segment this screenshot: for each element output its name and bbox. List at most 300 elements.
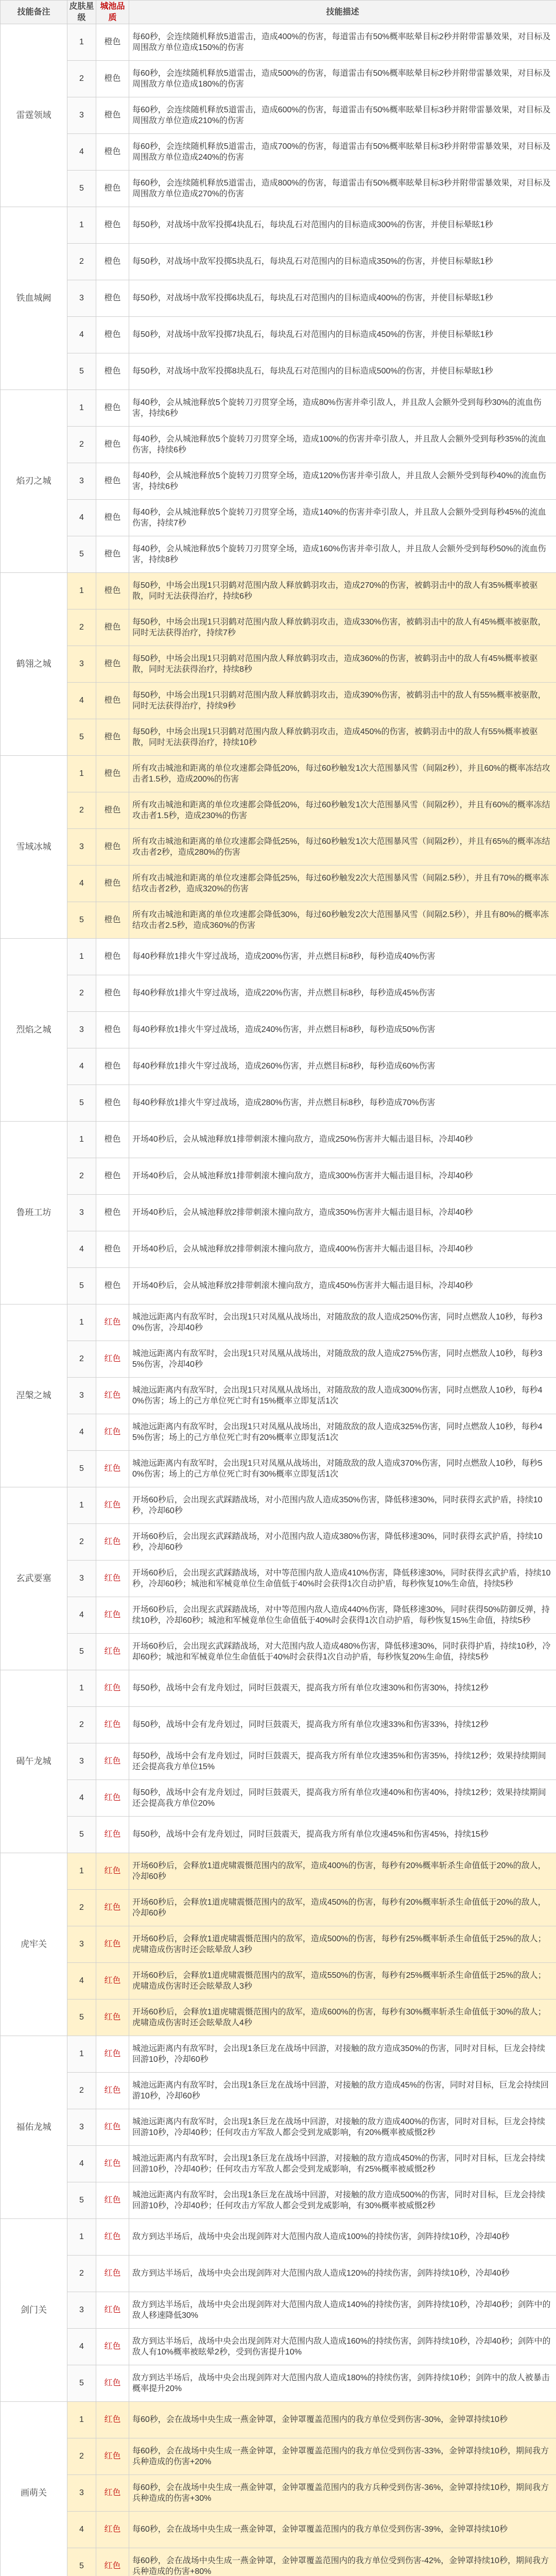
city-name-cell: 雷霆领域 [1, 24, 67, 207]
quality-cell: 橙色 [96, 939, 129, 975]
header-row [1, 1, 556, 24]
skill-description-cell: 每40秒，会从城池释放5个旋转刀刃贯穿全场，造成160%伤害并牵引敌人，并且敌人会额外受到每秒50%的流血伤害，持续8秒 [129, 536, 556, 573]
skill-description-cell: 开场60秒后，会释放1道虎啸震慑范围内的敌军，造成400%的伤害，每秒有20%概率斩杀生命值低于20%的敌人，冷却60秒 [129, 1853, 556, 1890]
star-level-cell: 2 [67, 244, 96, 280]
header-skin-star: 皮肤星级 [67, 1, 96, 24]
table-row [1, 1817, 556, 1853]
quality-cell: 红色 [96, 1378, 129, 1414]
table-row [1, 1195, 556, 1231]
table-row [1, 1341, 556, 1378]
skill-description-cell: 开场60秒后，会释放1道虎啸震慑范围内的敌军，造成500%的伤害，每秒有25%概率斩杀生命值低于25%的敌人；虎啸造成伤害时还会眩晕敌人3秒 [129, 1926, 556, 1963]
skill-description-cell: 所有攻击城池和距离的单位攻速都会降低25%，每过60秒触发2次大范围暴风雪（间隔2.5秒），并且有70%的概率冻结攻击者2秒，造成320%的伤害 [129, 866, 556, 902]
quality-cell: 橙色 [96, 1085, 129, 1122]
city-name-cell: 鹤翎之城 [1, 573, 67, 756]
star-level-cell: 1 [67, 2036, 96, 2073]
quality-cell: 橙色 [96, 353, 129, 390]
quality-cell: 红色 [96, 2475, 129, 2512]
star-level-cell: 3 [67, 280, 96, 317]
skill-description-cell: 每40秒释放1排火牛穿过战场，造成260%伤害，并点燃目标8秒，每秒造成60%伤害 [129, 1048, 556, 1085]
table-row [1, 1926, 556, 1963]
skill-description-cell: 开场40秒后，会从城池释放2排带刺滚木撞向敌方，造成350%伤害并大幅击退目标，冷却40秒 [129, 1195, 556, 1231]
table-row [1, 1451, 556, 1487]
skill-description-cell: 每50秒，对战场中敌军投掷7块乱石，每块乱石对范围内的目标造成450%的伤害，并使目标晕眩1秒 [129, 317, 556, 353]
table-row [1, 1707, 556, 1743]
star-level-cell: 1 [67, 2402, 96, 2438]
quality-cell: 橙色 [96, 609, 129, 646]
quality-cell: 橙色 [96, 97, 129, 134]
quality-cell: 红色 [96, 1597, 129, 1634]
table-row [1, 97, 556, 134]
quality-cell: 红色 [96, 1999, 129, 2036]
quality-cell: 红色 [96, 1634, 129, 1670]
star-level-cell: 1 [67, 756, 96, 792]
skill-description-cell: 每50秒，对战场中敌军投掷4块乱石，每块乱石对范围内的目标造成300%的伤害，并使目标晕眩1秒 [129, 207, 556, 244]
table-row [1, 1048, 556, 1085]
table-row [1, 1999, 556, 2036]
star-level-cell: 2 [67, 1158, 96, 1195]
city-name-cell: 画萌关 [1, 2402, 67, 2576]
quality-cell: 橙色 [96, 390, 129, 427]
table-row [1, 646, 556, 683]
skill-description-cell: 开场60秒后，会出现玄武踩踏战场，对中等范围内敌人造成440%伤害，降低移速30%，同时获得50%防御反弹，持续10秒，冷却60秒；城池和军械竟单位生命值低于40%时会获得1次自动护盾，每秒恢复15%生命值，持续5秒 [129, 1597, 556, 1634]
table-row [1, 2438, 556, 2475]
quality-cell: 橙色 [96, 1195, 129, 1231]
table-row [1, 1963, 556, 1999]
table-row [1, 975, 556, 1012]
city-name-cell: 碣午龙城 [1, 1670, 67, 1853]
star-level-cell: 4 [67, 2146, 96, 2182]
table-row [1, 2329, 556, 2365]
table-row [1, 1597, 556, 1634]
star-level-cell: 1 [67, 1122, 96, 1158]
skill-description-cell: 开场60秒后，会释放1道虎啸震慑范围内的敌军，造成450%的伤害，每秒有20%概率斩杀生命值低于20%的敌人，冷却60秒 [129, 1890, 556, 1926]
table-row [1, 2036, 556, 2073]
skill-description-cell: 城池远距离内有敌军时，会出现1条巨龙在战场中回游，对接触的敌方造成500%的伤害，同时对目标，巨龙会持续回游10秒，冷却40秒；任何攻击方军敌人都会受到龙威影响，有30%概率被威慑2秒 [129, 2182, 556, 2219]
quality-cell: 红色 [96, 2292, 129, 2329]
skill-description-cell: 每50秒，中场会出现1只羽鹤对范围内敌人释放鹤羽攻击，造成270%的伤害，被鹤羽击中的敌人有35%概率被驱散，同时无法获得治疗，持续6秒 [129, 573, 556, 609]
table-row [1, 573, 556, 609]
skill-description-cell: 城池远距离内有敌军时，会出现1条巨龙在战场中回游，对接触的敌方造成450%的伤害，同时对目标，巨龙会持续回游10秒，冷却40秒；任何攻击方军敌人都会受到龙威影响，有25%概率被威慑2秒 [129, 2146, 556, 2182]
quality-cell: 红色 [96, 2073, 129, 2109]
quality-cell: 橙色 [96, 207, 129, 244]
table-row [1, 792, 556, 829]
table-row [1, 2475, 556, 2512]
skill-description-cell: 敌方到达半场后，战场中央会出现剑阵对大范围内敌人造成180%的持续伤害，剑阵持续10秒；剑阵中的敌人被暴击概率提升20% [129, 2365, 556, 2402]
quality-cell: 橙色 [96, 792, 129, 829]
quality-cell: 橙色 [96, 866, 129, 902]
city-name-cell: 铁血城阙 [1, 207, 67, 390]
quality-cell: 橙色 [96, 573, 129, 609]
table-row [1, 2365, 556, 2402]
city-name-cell: 烈焰之城 [1, 939, 67, 1122]
skill-description-cell: 每60秒，会连续随机释放5道雷击，造成400%的伤害，每道雷击有50%概率眩晕目标2秒并附带雷暴效果，对目标及周围敌方单位造成150%的伤害 [129, 24, 556, 61]
table-row [1, 2109, 556, 2146]
star-level-cell: 4 [67, 500, 96, 536]
table-row [1, 1743, 556, 1780]
skill-description-cell: 每50秒，战场中会有龙舟划过，同时巨鼓震天，提高我方所有单位攻速40%和伤害40%，持续12秒；效果持续期间还会提高我方单位20% [129, 1780, 556, 1817]
quality-cell: 橙色 [96, 1231, 129, 1268]
quality-cell: 红色 [96, 2548, 129, 2576]
skill-description-cell: 每40秒，会从城池释放5个旋转刀刃贯穿全场，造成140%的伤害并牵引敌人，并且敌人会额外受到每秒45%的流血伤害，持续7秒 [129, 500, 556, 536]
star-level-cell: 5 [67, 1634, 96, 1670]
table-row [1, 61, 556, 97]
skill-description-cell: 开场60秒后，会出现玄武踩踏战场，对小范围内敌人造成350%伤害，降低移速30%，同时获得玄武护盾，持续10秒，冷却60秒 [129, 1487, 556, 1524]
quality-cell: 橙色 [96, 1012, 129, 1048]
table-row [1, 1231, 556, 1268]
quality-cell: 橙色 [96, 1268, 129, 1304]
quality-cell: 橙色 [96, 646, 129, 683]
star-level-cell: 2 [67, 1524, 96, 1561]
skill-description-cell: 所有攻击城池和距离的单位攻速都会降低25%，每过60秒触发1次大范围暴风雪（间隔2秒），并且有65%的概率冻结攻击者2秒，造成280%的伤害 [129, 829, 556, 866]
header-skill-desc: 技能描述 [129, 1, 556, 24]
star-level-cell: 2 [67, 2073, 96, 2109]
star-level-cell: 4 [67, 2329, 96, 2365]
quality-cell: 红色 [96, 1743, 129, 1780]
quality-cell: 橙色 [96, 500, 129, 536]
star-level-cell: 3 [67, 1012, 96, 1048]
skill-description-cell: 城池远距离内有敌军时，会出现1只对凤凰从战场出，对随敌敌的敌人造成275%伤害，同时点燃敌人10秒，每秒35%伤害，冷却40秒 [129, 1341, 556, 1378]
star-level-cell: 5 [67, 1451, 96, 1487]
star-level-cell: 2 [67, 1341, 96, 1378]
table-row [1, 829, 556, 866]
skill-description-cell: 城池远距离内有敌军时，会出现1条巨龙在战场中回游，对接触的敌方造成400%的伤害，同时对目标，巨龙会持续回游10秒，冷却40秒；任何攻击方军敌人都会受到龙威影响，有20%概率被威慑2秒 [129, 2109, 556, 2146]
star-level-cell: 3 [67, 2109, 96, 2146]
quality-cell: 橙色 [96, 244, 129, 280]
city-name-cell: 雪域冰城 [1, 756, 67, 939]
star-level-cell: 5 [67, 1268, 96, 1304]
skill-description-cell: 每50秒，战场中会有龙舟划过，同时巨鼓震天，提高我方所有单位攻速30%和伤害30%，持续12秒 [129, 1670, 556, 1707]
header-skill-note: 技能备注 [1, 1, 67, 24]
table-row [1, 2292, 556, 2329]
table-row [1, 939, 556, 975]
star-level-cell: 4 [67, 2512, 96, 2548]
star-level-cell: 4 [67, 134, 96, 171]
skill-description-cell: 开场60秒后，会释放1道虎啸震慑范围内的敌军，造成600%的伤害，每秒有30%概率斩杀生命值低于30%的敌人；虎啸造成伤害时还会眩晕敌人4秒 [129, 1999, 556, 2036]
quality-cell: 红色 [96, 2329, 129, 2365]
quality-cell: 红色 [96, 1963, 129, 1999]
table-row [1, 1012, 556, 1048]
skill-description-cell: 城池远距离内有敌军时，会出现1条巨龙在战场中回游，对接触的敌方造成45%的伤害，同时对目标，巨龙会持续回游10秒，冷却60秒 [129, 2073, 556, 2109]
skill-description-cell: 敌方到达半场后，战场中央会出现剑阵对大范围内敌人造成140%的持续伤害，剑阵持续10秒，冷却40秒；剑阵中的敌人移速降低30% [129, 2292, 556, 2329]
table-row [1, 134, 556, 171]
skill-description-cell: 开场40秒后，会从城池释放1排带刺滚木撞向敌方，造成250%伤害并大幅击退目标，冷却40秒 [129, 1122, 556, 1158]
star-level-cell: 5 [67, 719, 96, 756]
city-name-cell: 福佑龙城 [1, 2036, 67, 2219]
star-level-cell: 1 [67, 1487, 96, 1524]
quality-cell: 红色 [96, 2219, 129, 2256]
table-row [1, 2182, 556, 2219]
table-row [1, 2256, 556, 2292]
quality-cell: 橙色 [96, 829, 129, 866]
skill-description-cell: 所有攻击城池和距离的单位攻速都会降低20%，每过60秒触发1次大范围暴风雪（间隔2秒），并且60%的概率冻结攻击者1.5秒，造成200%的伤害 [129, 756, 556, 792]
star-level-cell: 5 [67, 902, 96, 939]
star-level-cell: 5 [67, 2548, 96, 2576]
star-level-cell: 2 [67, 792, 96, 829]
quality-cell: 橙色 [96, 1048, 129, 1085]
star-level-cell: 3 [67, 2292, 96, 2329]
quality-cell: 橙色 [96, 171, 129, 207]
quality-cell: 红色 [96, 2402, 129, 2438]
table-row [1, 500, 556, 536]
star-level-cell: 3 [67, 1195, 96, 1231]
table-row [1, 1378, 556, 1414]
star-level-cell: 2 [67, 609, 96, 646]
star-level-cell: 2 [67, 1890, 96, 1926]
table-row [1, 1853, 556, 1890]
table-row [1, 317, 556, 353]
skill-description-cell: 每60秒，会在战场中央生成一燕金钟罩，金钟罩覆盖范围内的我方单位受到伤害-39%，金钟罩持续10秒 [129, 2512, 556, 2548]
skill-description-cell: 敌方到达半场后，战场中央会出现剑阵对大范围内敌人造成120%的持续伤害，剑阵持续10秒，冷却40秒 [129, 2256, 556, 2292]
table-row [1, 719, 556, 756]
star-level-cell: 4 [67, 683, 96, 719]
skill-description-cell: 每40秒，会从城池释放5个旋转刀刃贯穿全场，造成80%伤害并牵引敌人，并且敌人会额外受到每秒30%的流血伤害，持续6秒 [129, 390, 556, 427]
quality-cell: 橙色 [96, 756, 129, 792]
skill-description-cell: 所有攻击城池和距离的单位攻速都会降低30%，每过60秒触发2次大范围暴风雪（间隔2.5秒），并且有80%的概率冻结攻击者2.5秒，造成360%的伤害 [129, 902, 556, 939]
quality-cell: 橙色 [96, 683, 129, 719]
skill-description-cell: 每50秒，中场会出现1只羽鹤对范围内敌人释放鹤羽攻击，造成390%伤害，被鹤羽击中的敌人有55%概率被驱散，同时无法获得治疗，持续9秒 [129, 683, 556, 719]
table-row [1, 2073, 556, 2109]
table-row [1, 280, 556, 317]
skill-description-cell: 所有攻击城池和距离的单位攻速都会降低20%，每过60秒触发1次大范围暴风雪（间隔2秒），并且有60%的概率冻结攻击者1.5秒，造成230%的伤害 [129, 792, 556, 829]
skill-description-cell: 每50秒，中场会出现1只羽鹤对范围内敌人释放鹤羽攻击，造成450%的伤害，被鹤羽击中的敌人有55%概率被驱散，同时无法获得治疗，持续10秒 [129, 719, 556, 756]
table-row [1, 463, 556, 500]
star-level-cell: 3 [67, 463, 96, 500]
table-row [1, 902, 556, 939]
star-level-cell: 2 [67, 975, 96, 1012]
star-level-cell: 3 [67, 1743, 96, 1780]
skill-description-cell: 每40秒释放1排火牛穿过战场，造成240%伤害，并点燃目标8秒，每秒造成50%伤害 [129, 1012, 556, 1048]
table-row [1, 1268, 556, 1304]
table-row [1, 2146, 556, 2182]
table-row [1, 427, 556, 463]
table-row [1, 390, 556, 427]
star-level-cell: 1 [67, 1853, 96, 1890]
skill-description-cell: 敌方到达半场后，战场中央会出现剑阵对大范围内敌人造成100%的持续伤害，剑阵持续10秒，冷却40秒 [129, 2219, 556, 2256]
star-level-cell: 4 [67, 1597, 96, 1634]
star-level-cell: 2 [67, 2438, 96, 2475]
table-row [1, 207, 556, 244]
star-level-cell: 1 [67, 24, 96, 61]
quality-cell: 红色 [96, 1561, 129, 1597]
quality-cell: 红色 [96, 1451, 129, 1487]
quality-cell: 橙色 [96, 719, 129, 756]
star-level-cell: 1 [67, 573, 96, 609]
skill-description-cell: 城池远距离内有敌军时，会出现1只对凤凰从战场出，对随敌敌的敌人造成300%伤害，同时点燃敌人10秒，每秒40%伤害；场上的己方单位死亡时有15%概率立即复活1次 [129, 1378, 556, 1414]
quality-cell: 红色 [96, 1890, 129, 1926]
quality-cell: 红色 [96, 2182, 129, 2219]
star-level-cell: 4 [67, 1414, 96, 1451]
star-level-cell: 2 [67, 61, 96, 97]
skill-description-cell: 每50秒，中场会出现1只羽鹤对范围内敌人释放鹤羽攻击，造成330%伤害，被鹤羽击中的敌人有45%概率被驱散，同时无法获得治疗，持续7秒 [129, 609, 556, 646]
skill-description-cell: 每60秒，会在战场中央生成一燕金钟罩，金钟罩覆盖范围内的我方单位受到伤害-30%，金钟罩持续10秒 [129, 2402, 556, 2438]
skill-description-cell: 每40秒释放1排火牛穿过战场，造成280%伤害，并点燃目标8秒，每秒造成70%伤害 [129, 1085, 556, 1122]
star-level-cell: 1 [67, 939, 96, 975]
quality-cell: 红色 [96, 2036, 129, 2073]
city-name-cell: 焰刃之城 [1, 390, 67, 573]
quality-cell: 红色 [96, 2109, 129, 2146]
quality-cell: 橙色 [96, 975, 129, 1012]
star-level-cell: 5 [67, 1085, 96, 1122]
skill-description-cell: 开场40秒后，会从城池释放1排带刺滚木撞向敌方，造成300%伤害并大幅击退目标，冷却40秒 [129, 1158, 556, 1195]
skill-description-cell: 每60秒，会在战场中央生成一燕金钟罩，金钟罩覆盖范围内的我方单位受到伤害-33%，金钟罩持续10秒，期间我方兵种造成的伤害+20% [129, 2438, 556, 2475]
star-level-cell: 2 [67, 2256, 96, 2292]
quality-cell: 红色 [96, 1926, 129, 1963]
skill-description-cell: 每50秒，战场中会有龙舟划过，同时巨鼓震天，提高我方所有单位攻速35%和伤害35%，持续12秒；效果持续期间还会提高我方单位15% [129, 1743, 556, 1780]
skill-description-cell: 每40秒，会从城池释放5个旋转刀刃贯穿全场，造成100%的伤害并牵引敌人，并且敌人会额外受到每秒35%的流血伤害，持续6秒 [129, 427, 556, 463]
star-level-cell: 3 [67, 646, 96, 683]
table-row [1, 171, 556, 207]
skill-description-cell: 城池远距离内有敌军时，会出现1条巨龙在战场中回游，对接触的敌方造成350%的伤害，同时对目标，巨龙会持续回游10秒，冷却60秒 [129, 2036, 556, 2073]
skill-description-cell: 每50秒，中场会出现1只羽鹤对范围内敌人释放鹤羽攻击，造成360%的伤害，被鹤羽击中的敌人有45%概率被驱散，同时无法获得治疗，持续8秒 [129, 646, 556, 683]
skill-description-cell: 开场60秒后，会释放1道虎啸震慑范围内的敌军，造成550%的伤害，每秒有25%概率斩杀生命值低于25%的敌人；虎啸造成伤害时还会眩晕敌人3秒 [129, 1963, 556, 1999]
table-row [1, 2219, 556, 2256]
star-level-cell: 1 [67, 1670, 96, 1707]
skill-description-cell: 每50秒，对战场中敌军投掷8块乱石，每块乱石对范围内的目标造成500%的伤害，并使目标晕眩1秒 [129, 353, 556, 390]
quality-cell: 红色 [96, 1414, 129, 1451]
table-row [1, 683, 556, 719]
skill-description-cell: 每60秒，会连续随机释放5道雷击，造成500%的伤害，每道雷击有50%概率眩晕目标2秒并附带雷暴效果，对目标及周围敌方单位造成180%的伤害 [129, 61, 556, 97]
table-row [1, 1414, 556, 1451]
star-level-cell: 3 [67, 2475, 96, 2512]
star-level-cell: 1 [67, 1304, 96, 1341]
quality-cell: 红色 [96, 1817, 129, 1853]
skill-description-cell: 每60秒，会在战场中央生成一燕金钟罩，金钟罩覆盖范围内的我方兵种受到伤害-36%，金钟罩持续10秒，期间我方兵种造成的伤害+30% [129, 2475, 556, 2512]
quality-cell: 红色 [96, 1780, 129, 1817]
star-level-cell: 1 [67, 2219, 96, 2256]
header-city-quality: 城池品质 [96, 1, 129, 24]
skill-description-cell: 敌方到达半场后，战场中央会出现剑阵对大范围内敌人造成160%的持续伤害，剑阵持续10秒，冷却40秒；剑阵中的敌人有10%概率被眩晕2秒，受到伤害提升10% [129, 2329, 556, 2365]
star-level-cell: 3 [67, 829, 96, 866]
table-row [1, 1561, 556, 1597]
quality-cell: 红色 [96, 1670, 129, 1707]
skill-description-cell: 城池远距离内有敌军时，会出现1只对凤凰从战场出，对随敌敌的敌人造成370%伤害，同时点燃敌人10秒，每秒50%伤害；场上的己方单位死亡时有30%概率立即复活1次 [129, 1451, 556, 1487]
star-level-cell: 4 [67, 1231, 96, 1268]
skill-description-cell: 城池远距离内有敌军时，会出现1只对凤凰从战场出，对随敌敌的敌人造成325%伤害，同时点燃敌人10秒，每秒45%伤害；场上的己方单位死亡时有20%概率立即复活1次 [129, 1414, 556, 1451]
star-level-cell: 1 [67, 207, 96, 244]
table-row [1, 1122, 556, 1158]
table-row [1, 1780, 556, 1817]
table-row [1, 1524, 556, 1561]
quality-cell: 橙色 [96, 427, 129, 463]
skill-description-cell: 每50秒，对战场中敌军投掷6块乱石，每块乱石对范围内的目标造成400%的伤害，并使目标晕眩1秒 [129, 280, 556, 317]
quality-cell: 红色 [96, 2512, 129, 2548]
skill-description-cell: 每50秒，战场中会有龙舟划过，同时巨鼓震天，提高我方所有单位攻速33%和伤害33%，持续12秒 [129, 1707, 556, 1743]
table-row [1, 1085, 556, 1122]
city-name-cell: 涅槃之城 [1, 1304, 67, 1487]
skill-description-cell: 每40秒，会从城池释放5个旋转刀刃贯穿全场，造成120%伤害并牵引敌人，并且敌人会额外受到每秒40%的流血伤害，持续6秒 [129, 463, 556, 500]
table-row [1, 2402, 556, 2438]
skill-description-cell: 开场60秒后，会出现玄武踩踏战场，对小范围内敌人造成380%伤害，降低移速30%，同时获得玄武护盾，持续10秒，冷却60秒 [129, 1524, 556, 1561]
quality-cell: 橙色 [96, 317, 129, 353]
table-row [1, 1634, 556, 1670]
quality-cell: 红色 [96, 2146, 129, 2182]
skill-description-cell: 每60秒，会连续随机释放5道雷击，造成800%的伤害，每道雷击有50%概率眩晕目标3秒并附带雷暴效果，对目标及周围敌方单位造成270%的伤害 [129, 171, 556, 207]
table-row [1, 1890, 556, 1926]
skill-description-cell: 开场60秒后，会出现玄武踩踏战场，对大范围内敌人造成480%伤害，降低移速30%，同时获得护盾，持续10秒，冷却60秒；城池和军械竟单位生命值低于40%时会获得1次自动护盾，每秒恢复20%生命值，持续5秒 [129, 1634, 556, 1670]
skill-description-cell: 每40秒释放1排火牛穿过战场，造成220%伤害，并点燃目标8秒，每秒造成45%伤害 [129, 975, 556, 1012]
quality-cell: 红色 [96, 2256, 129, 2292]
quality-cell: 橙色 [96, 463, 129, 500]
skill-description-cell: 每50秒，对战场中敌军投掷5块乱石，每块乱石对范围内的目标造成350%的伤害，并使目标晕眩1秒 [129, 244, 556, 280]
table-row [1, 756, 556, 792]
skill-description-cell: 开场60秒后，会出现玄武踩踏战场，对中等范围内敌人造成410%伤害，降低移速30%，同时获得玄武护盾，持续10秒，冷却60秒；城池和军械竟单位生命值低于40%时会获得1次自动护盾，每秒恢复10%生命值，持续5秒 [129, 1561, 556, 1597]
city-name-cell: 玄武要塞 [1, 1487, 67, 1670]
table-row [1, 866, 556, 902]
skill-description-cell: 每60秒，会连续随机释放5道雷击，造成600%的伤害，每道雷击有50%概率眩晕目标3秒并附带雷暴效果，对目标及周围敌方单位造成210%的伤害 [129, 97, 556, 134]
quality-cell: 橙色 [96, 280, 129, 317]
quality-cell: 红色 [96, 2365, 129, 2402]
skill-description-cell: 每60秒，会连续随机释放5道雷击，造成700%的伤害，每道雷击有50%概率眩晕目标3秒并附带雷暴效果，对目标及周围敌方单位造成240%的伤害 [129, 134, 556, 171]
quality-cell: 橙色 [96, 24, 129, 61]
table-row [1, 1487, 556, 1524]
star-level-cell: 2 [67, 1707, 96, 1743]
quality-cell: 红色 [96, 1524, 129, 1561]
skill-description-cell: 开场40秒后，会从城池释放2排带刺滚木撞向敌方，造成450%伤害并大幅击退目标，冷却40秒 [129, 1268, 556, 1304]
quality-cell: 红色 [96, 1341, 129, 1378]
star-level-cell: 3 [67, 1561, 96, 1597]
star-level-cell: 4 [67, 1963, 96, 1999]
quality-cell: 橙色 [96, 1122, 129, 1158]
star-level-cell: 4 [67, 1048, 96, 1085]
skill-description-cell: 每40秒释放1排火牛穿过战场，造成200%伤害，并点燃目标8秒，每秒造成40%伤害 [129, 939, 556, 975]
star-level-cell: 2 [67, 427, 96, 463]
table-row [1, 244, 556, 280]
skill-description-cell: 开场40秒后，会从城池释放2排带刺滚木撞向敌方，造成400%伤害并大幅击退目标，冷却40秒 [129, 1231, 556, 1268]
skill-description-cell: 城池远距离内有敌军时，会出现1只对凤凰从战场出，对随敌敌的敌人造成250%伤害，同时点燃敌人10秒，每秒30%伤害，冷却40秒 [129, 1304, 556, 1341]
star-level-cell: 3 [67, 1378, 96, 1414]
table-row [1, 1304, 556, 1341]
table-row [1, 536, 556, 573]
star-level-cell: 5 [67, 2182, 96, 2219]
star-level-cell: 4 [67, 866, 96, 902]
star-level-cell: 5 [67, 353, 96, 390]
star-level-cell: 3 [67, 97, 96, 134]
quality-cell: 红色 [96, 1487, 129, 1524]
quality-cell: 橙色 [96, 61, 129, 97]
table-row [1, 2548, 556, 2576]
star-level-cell: 4 [67, 317, 96, 353]
star-level-cell: 5 [67, 536, 96, 573]
city-name-cell: 鲁班工坊 [1, 1122, 67, 1304]
star-level-cell: 5 [67, 171, 96, 207]
table-row [1, 2512, 556, 2548]
star-level-cell: 5 [67, 2365, 96, 2402]
skill-description-cell: 每50秒，战场中会有龙舟划过，同时巨鼓震天，提高我方所有单位攻速45%和伤害45%，持续15秒 [129, 1817, 556, 1853]
quality-cell: 橙色 [96, 1158, 129, 1195]
table-row [1, 1670, 556, 1707]
quality-cell: 橙色 [96, 536, 129, 573]
table-row [1, 24, 556, 61]
star-level-cell: 5 [67, 1817, 96, 1853]
star-level-cell: 4 [67, 1780, 96, 1817]
quality-cell: 红色 [96, 1304, 129, 1341]
star-level-cell: 1 [67, 390, 96, 427]
table-row [1, 609, 556, 646]
skill-description-cell: 每60秒，会在战场中央生成一燕金钟罩，金钟罩覆盖范围内的我方单位受到伤害-42%，金钟罩持续10秒，期间我方兵种造成的伤害+80% [129, 2548, 556, 2576]
quality-cell: 红色 [96, 1853, 129, 1890]
table-row [1, 1158, 556, 1195]
quality-cell: 橙色 [96, 134, 129, 171]
star-level-cell: 3 [67, 1926, 96, 1963]
quality-cell: 红色 [96, 2438, 129, 2475]
star-level-cell: 5 [67, 1999, 96, 2036]
city-name-cell: 虎牢关 [1, 1853, 67, 2036]
quality-cell: 橙色 [96, 902, 129, 939]
city-name-cell: 剑门关 [1, 2219, 67, 2402]
table-body [1, 24, 556, 2576]
quality-cell: 红色 [96, 1707, 129, 1743]
table-row [1, 353, 556, 390]
